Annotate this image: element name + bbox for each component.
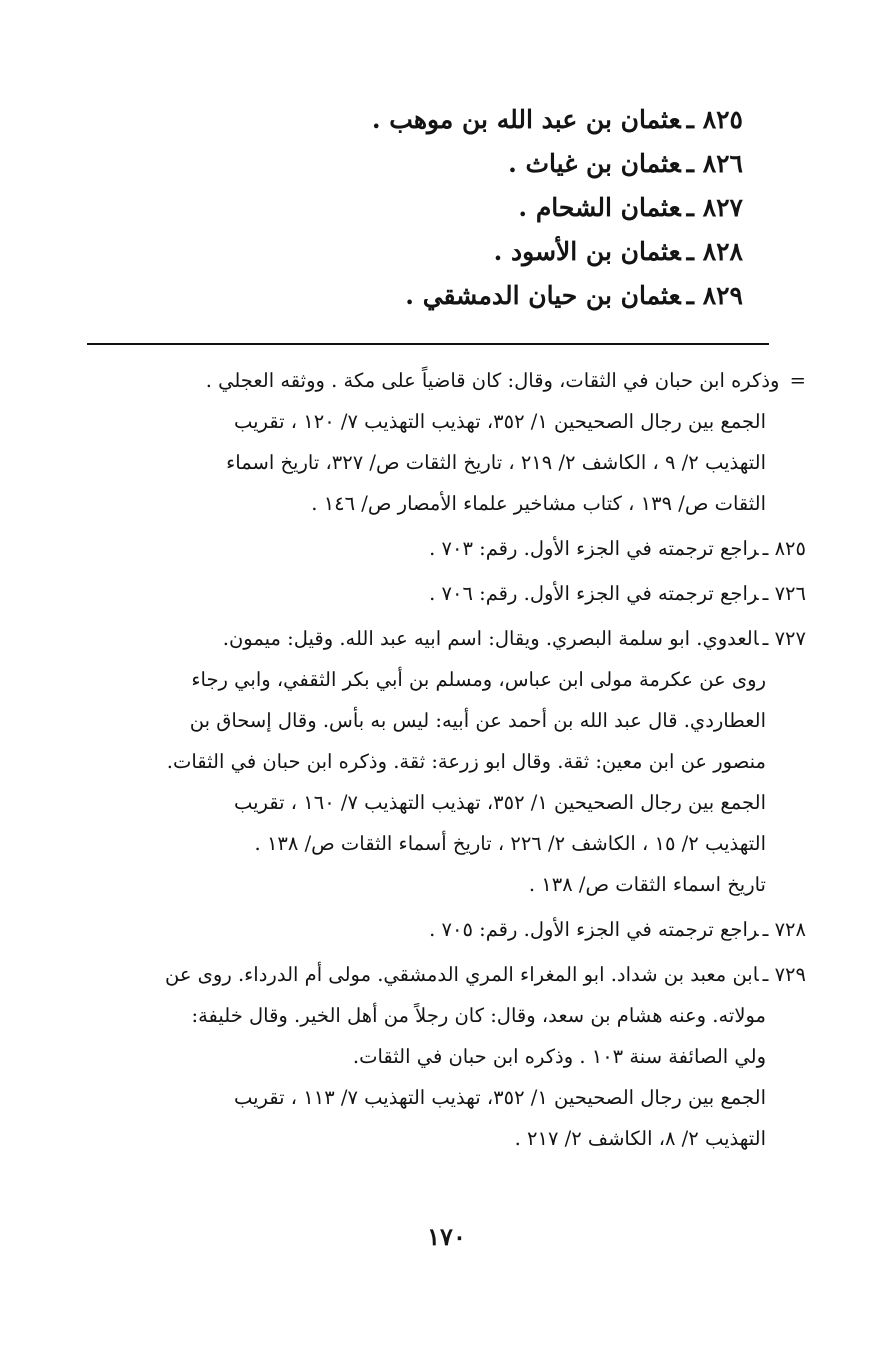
footnote-line: التهذيب ٢/ ١٥ ، الكاشف ٢/ ٢٢٦ ، تاريخ أسماء الثقات ص/ ١٣٨ .: [254, 832, 766, 855]
footnotes: [81, 360, 806, 1163]
entry-number: ٨٢٦ ـ: [686, 149, 743, 178]
entry-825: [183, 98, 743, 142]
footnote-line: ٧٢٧ ـالعدوي. ابو سلمة البصري. ويقال: اسم ابيه عبد الله. وقيل: ميمون.: [222, 627, 806, 650]
entry-number: ٨٢٩ ـ: [686, 281, 743, 310]
footnote-number: ٧٢٨ ـ: [762, 918, 806, 941]
footnote-line: روى عن عكرمة مولى ابن عباس، ومسلم بن أبي بكر الثقفي، وابي رجاء: [191, 668, 766, 691]
footnote-729: [81, 954, 806, 1159]
footnote-728: [81, 909, 806, 950]
entry-text: عثمان الشحام .: [518, 193, 681, 222]
footnote-number: ٧٢٧ ـ: [762, 627, 806, 650]
footnote-number: ٧٢٩ ـ: [762, 963, 806, 986]
footnote-line: الجمع بين رجال الصحيحين ١/ ٣٥٢، تهذيب التهذيب ٧/ ١٦٠ ، تقريب: [233, 791, 766, 814]
footnote-line: تاريخ اسماء الثقات ص/ ١٣٨ .: [528, 873, 766, 896]
footnote-line: العطاردي. قال عبد الله بن أحمد عن أبيه: ليس به بأس. وقال إسحاق بن: [189, 709, 766, 732]
footnote-726: [81, 573, 806, 614]
entry-829: [183, 274, 743, 318]
footnote-line: الجمع بين رجال الصحيحين ١/ ٣٥٢، تهذيب التهذيب ٧/ ١٢٠ ، تقريب: [233, 410, 766, 433]
entry-list: [183, 98, 743, 318]
footnote-line: ٧٢٨ ـراجع ترجمته في الجزء الأول. رقم: ٧٠٥ .: [429, 918, 806, 941]
entry-number: ٨٢٧ ـ: [686, 193, 743, 222]
entry-text: عثمان بن حيان الدمشقي .: [405, 281, 681, 310]
entry-number: ٨٢٥ ـ: [686, 105, 743, 134]
footnote-line: التهذيب ٢/ ٩ ، الكاشف ٢/ ٢١٩ ، تاريخ الثقات ص/ ٣٢٧، تاريخ اسماء: [226, 451, 766, 474]
footnote-825: [81, 528, 806, 569]
footnote-line: مولاته. وعنه هشام بن سعد، وقال: كان رجلاً من أهل الخير. وقال خليفة:: [191, 1004, 766, 1027]
footnote-line: ٨٢٥ ـراجع ترجمته في الجزء الأول. رقم: ٧٠٣ .: [429, 537, 806, 560]
footnote-727: [81, 618, 806, 905]
entry-text: عثمان بن الأسود .: [493, 237, 681, 266]
footnote-line: = وذكره ابن حبان في الثقات، وقال: كان قاضياً على مكة . ووثقه العجلي .: [205, 369, 806, 392]
entry-text: عثمان بن عبد الله بن موهب .: [371, 105, 681, 134]
footnote-number: ٨٢٥ ـ: [762, 537, 806, 560]
footnote-number: ٧٢٦ ـ: [762, 582, 806, 605]
footnote-line: ٧٢٦ ـراجع ترجمته في الجزء الأول. رقم: ٧٠٦ .: [429, 582, 806, 605]
entry-827: [183, 186, 743, 230]
entry-number: ٨٢٨ ـ: [686, 237, 743, 266]
footnote-line: الثقات ص/ ١٣٩ ، كتاب مشاخير علماء الأمصار ص/ ١٤٦ .: [311, 492, 766, 515]
entry-828: [183, 230, 743, 274]
footnote-continuation: [81, 360, 806, 524]
entry-826: [183, 142, 743, 186]
footnote-line: التهذيب ٢/ ٨، الكاشف ٢/ ٢١٧ .: [514, 1127, 766, 1150]
footnote-line: منصور عن ابن معين: ثقة. وقال ابو زرعة: ثقة. وذكره ابن حبان في الثقات.: [166, 750, 766, 773]
footnote-line: ولي الصائفة سنة ١٠٣ . وذكره ابن حبان في الثقات.: [352, 1045, 766, 1068]
entry-text: عثمان بن غياث .: [508, 149, 681, 178]
footnote-line: الجمع بين رجال الصحيحين ١/ ٣٥٢، تهذيب التهذيب ٧/ ١١٣ ، تقريب: [233, 1086, 766, 1109]
footnote-separator: [87, 343, 769, 345]
page-number: ١٧٠: [427, 1222, 466, 1251]
footnote-line: ٧٢٩ ـابن معبد بن شداد. ابو المغراء المري الدمشقي. مولى أم الدرداء. روى عن: [164, 963, 806, 986]
continuation-marker: =: [789, 369, 806, 392]
